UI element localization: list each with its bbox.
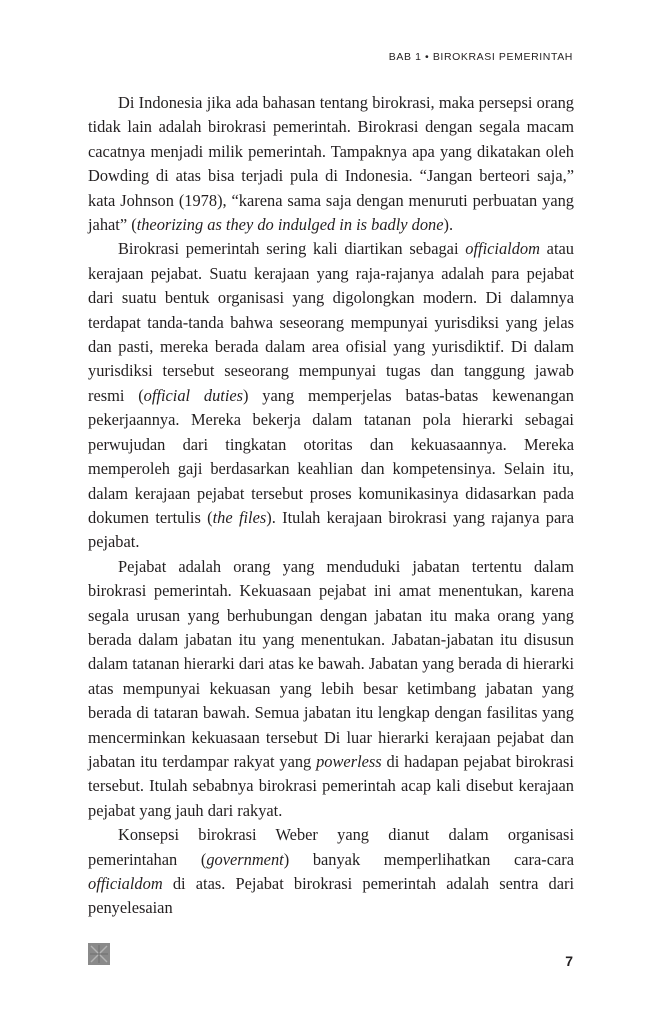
paragraph-text: ) banyak memperlihatkan cara-cara [283,849,574,869]
page-number: 7 [565,953,573,969]
paragraph-text: Pejabat adalah orang yang menduduki jabatan tertentu dalam birokrasi pemerintah. Kekuasaan pejabat ini amat menentukan, karena segala urusan yang berhubungan dengan jabatan itu maka orang yang berada dalam jabatan itu yang menentukan. Jabatan-jabatan itu disusun dalam tatanan hierarki dari atas ke bawah. Jabatan yang berada di hierarki atas mempunyai kekuasan yang lebih besar ketimbang jabatan yang berada di tataran bawah. Semua jabatan itu lengkap dengan fasilitas yang mencerminkan kekuasaan tersebut Di luar hierarki kerajaan pejabat dan jabatan itu terdampar rakyat yang [88,556,574,771]
paragraph-4 [88,823,574,921]
italic-phrase: powerless [316,751,382,771]
italic-phrase: officialdom [88,874,163,893]
paragraph-1 [88,91,574,237]
paragraph-text: ). [443,215,454,235]
body-text [88,91,574,921]
italic-phrase: officialdom [465,239,540,259]
paragraph-text: atau kerajaan pejabat. Suatu kerajaan yang raja-rajanya adalah para pejabat dari suatu bentuk organisasi yang digolongkan modern. Di dalamnya terdapat tanda-tanda bahwa seseorang mempunyai yurisdiksi yang jelas dan pasti, mereka berada dalam area ofisial yang yurisdiktif. Di dalam yurisdiksi tersebut seseorang mempunyai tugas dan tanggung jawab resmi ( [88,239,574,405]
italic-phrase: government [206,849,284,869]
paragraph-text: di atas. Pejabat birokrasi pemerintah adalah sentra dari penyelesaian [88,874,574,918]
paragraph-text: Konsepsi birokrasi Weber yang dianut dalam organisasi pemerintahan ( [88,825,574,869]
paragraph-text: Di Indonesia jika ada bahasan tentang birokrasi, maka persepsi orang tidak lain adalah birokrasi pemerintah. Birokrasi dengan segala macam cacatnya menjadi milik pemerintah. Tampaknya apa yang dikatakan oleh Dowding di atas bisa terjadi pula di Indonesia. “Jangan berteori saja,” kata Johnson (1978), “karena sama saja dengan menuruti perbuatan yang jahat” ( [88,93,574,235]
publisher-mark-icon [88,943,110,965]
paragraph-text: di hadapan pejabat birokrasi tersebut. Itulah sebabnya birokrasi pemerintah acap kali disebut kerajaan pejabat yang jauh dari rakyat. [88,751,574,820]
paragraph-text: ) yang memperjelas batas-batas kewenangan pekerjaannya. Mereka bekerja dalam tatanan pola hierarki sebagai perwujudan dari tingkatan otoritas dan kekuasaannya. Mereka memperoleh gaji berdasarkan keahlian dan kompetensinya. Selain itu, dalam kerajaan pejabat tersebut proses komunikasinya didasarkan pada dokumen tertulis ( [88,385,574,527]
paragraph-3 [88,555,574,823]
italic-phrase: the files [212,507,267,527]
italic-phrase: official duties [143,385,244,405]
italic-phrase: theorizing as they do indulged in is badly done [136,215,444,235]
paragraph-text: ). Itulah kerajaan birokrasi yang rajanya para pejabat. [88,507,574,552]
running-header: BAB 1 • BIROKRASI PEMERINTAH [388,51,573,63]
paragraph-text: Birokrasi pemerintah sering kali diartikan sebagai [118,239,466,259]
paragraph-2 [88,237,574,554]
publisher-mark-graphic [88,943,110,965]
